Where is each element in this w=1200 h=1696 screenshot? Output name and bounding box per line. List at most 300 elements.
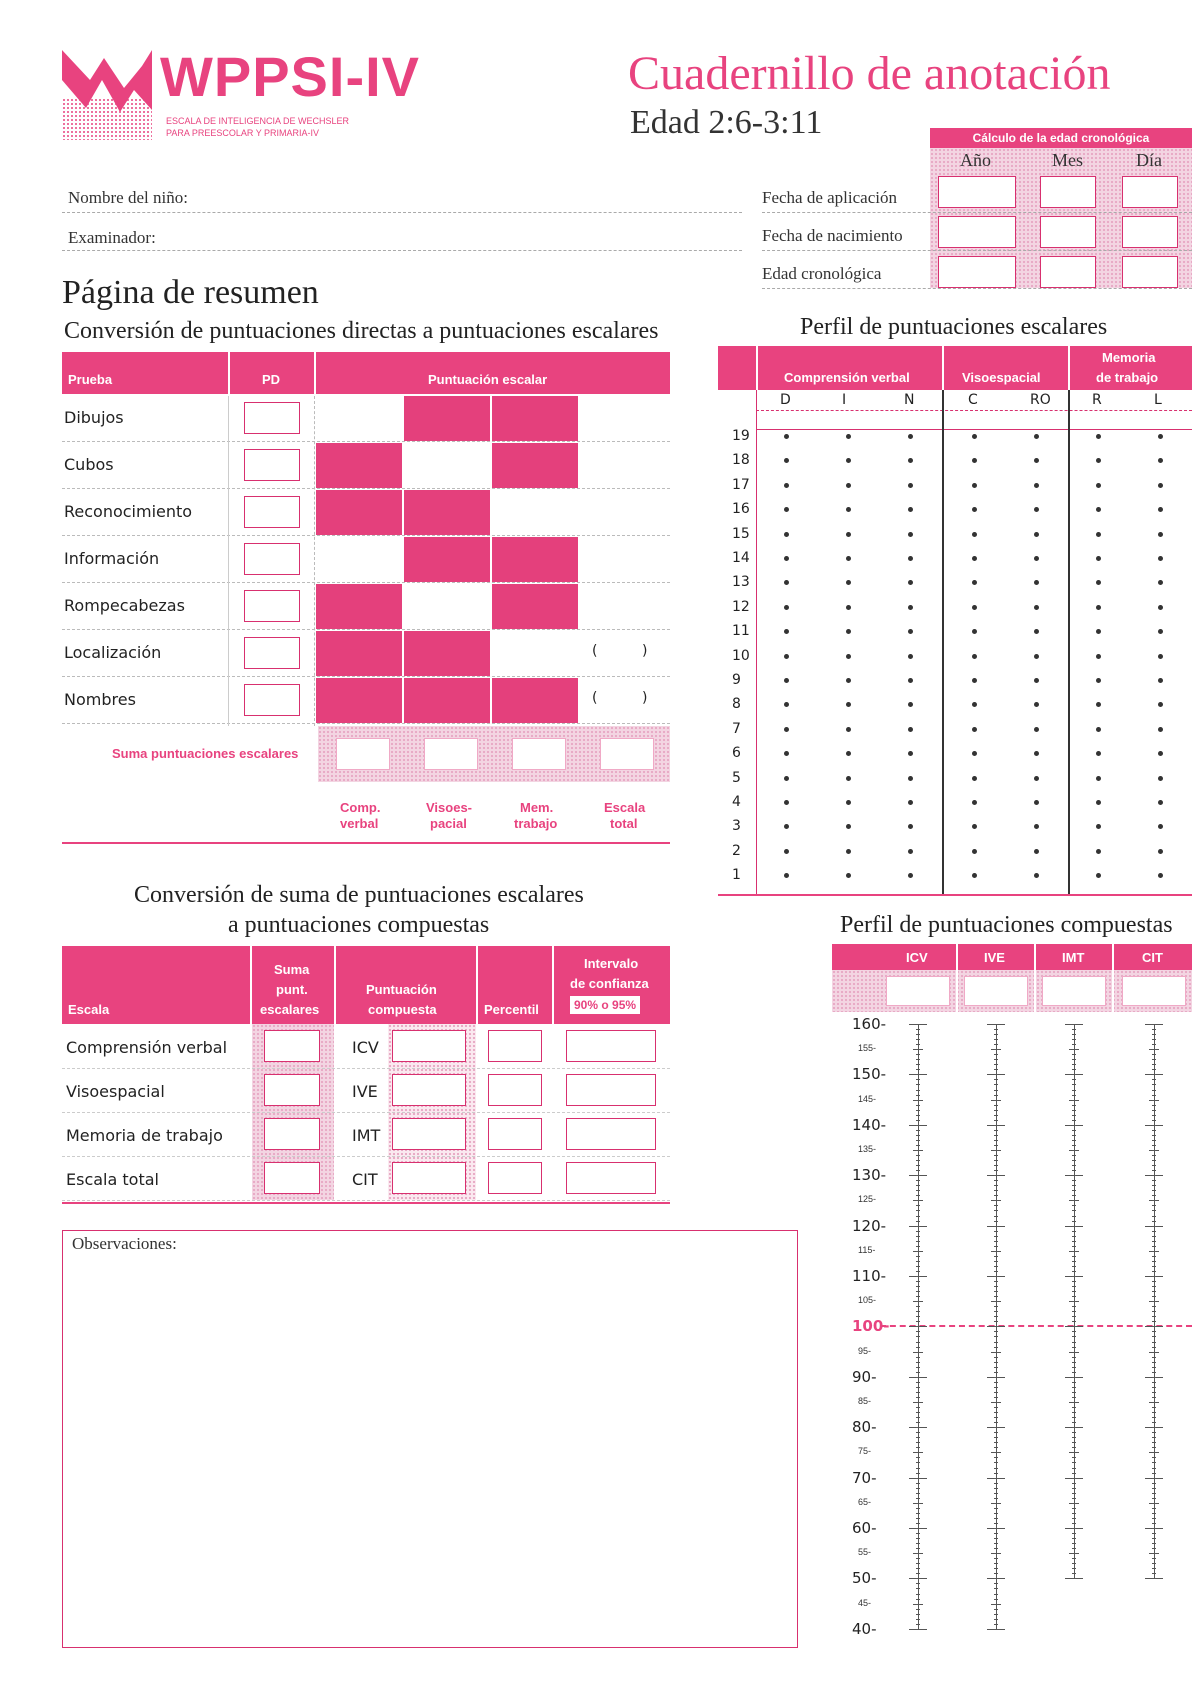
scaled-shade-3-1: [404, 537, 490, 582]
cc-sum-input-0[interactable]: [264, 1030, 320, 1062]
score-dot-11-ro[interactable]: [1034, 629, 1039, 634]
cc-code-2: IMT: [352, 1126, 381, 1145]
score-dot-5-i[interactable]: [846, 776, 851, 781]
scaled-shade-4-2: [492, 584, 578, 629]
cc-interval-input-2[interactable]: [566, 1118, 656, 1150]
cc-scale-0: Comprensión verbal: [66, 1038, 228, 1057]
score-dot-4-n[interactable]: [908, 800, 913, 805]
score-dot-6-r[interactable]: [1096, 751, 1101, 756]
logo-text: WPPSI-IV: [160, 45, 421, 108]
score-dot-5-n[interactable]: [908, 776, 913, 781]
comp-tick-150: 150-: [852, 1065, 887, 1084]
scaled-level-19: 19: [732, 428, 750, 444]
pd-input-3[interactable]: [244, 543, 300, 575]
score-dot-19-n[interactable]: [908, 434, 913, 439]
comp-tick-60: 60-: [852, 1519, 877, 1537]
scaled-level-16: 16: [732, 501, 750, 518]
col-month: Mes: [1052, 150, 1083, 170]
comp-col-ive: IVE: [984, 950, 1005, 965]
comp-score-input-imt[interactable]: [1042, 976, 1106, 1006]
comp-minor-125: 125-: [858, 1194, 877, 1205]
paren-6[interactable]: ( ): [592, 690, 648, 706]
score-dot-11-r[interactable]: [1096, 629, 1101, 634]
cc-code-0: ICV: [352, 1038, 379, 1057]
comp-minor-55: 55-: [858, 1547, 872, 1558]
score-dot-15-i[interactable]: [846, 532, 851, 537]
comp-score-input-ive[interactable]: [964, 976, 1028, 1006]
head-pd: PD: [262, 372, 281, 387]
app-day-input[interactable]: [1122, 176, 1178, 208]
score-dot-16-c[interactable]: [972, 507, 977, 512]
scaled-shade-2-1: [404, 490, 490, 535]
sum-verbal-input[interactable]: [336, 738, 390, 770]
score-dot-10-l[interactable]: [1158, 654, 1163, 659]
sum-col-memory-1: Mem.: [520, 800, 554, 815]
score-dot-2-i[interactable]: [846, 849, 851, 854]
scaled-level-7: 7: [732, 720, 741, 737]
score-dot-12-d[interactable]: [784, 605, 789, 610]
score-dot-6-d[interactable]: [784, 751, 789, 756]
score-dot-10-c[interactable]: [972, 654, 977, 659]
scaled-shade-5-0: [316, 631, 402, 676]
score-dot-4-i[interactable]: [846, 800, 851, 805]
score-dot-6-n[interactable]: [908, 751, 913, 756]
score-dot-8-l[interactable]: [1158, 702, 1163, 707]
score-dot-11-d[interactable]: [784, 629, 789, 634]
child-name-label: Nombre del niño:: [68, 188, 188, 207]
score-dot-14-n[interactable]: [908, 556, 913, 561]
score-dot-16-d[interactable]: [784, 507, 789, 512]
score-dot-8-c[interactable]: [972, 702, 977, 707]
score-dot-9-d[interactable]: [784, 678, 789, 683]
scaled-level-17: 17: [732, 476, 750, 493]
test-label-6: Nombres: [64, 690, 136, 709]
score-dot-3-c[interactable]: [972, 824, 977, 829]
paren-5[interactable]: ( ): [592, 643, 648, 659]
row-birth-date: Fecha de nacimiento: [762, 226, 903, 245]
score-dot-15-ro[interactable]: [1034, 532, 1039, 537]
score-dot-6-c[interactable]: [972, 751, 977, 756]
age-calc-title: Cálculo de la edad cronológica: [930, 128, 1192, 148]
score-dot-19-d[interactable]: [784, 434, 789, 439]
cc-sum-input-3[interactable]: [264, 1162, 320, 1194]
age-month-input[interactable]: [1040, 256, 1096, 288]
sub-n: N: [904, 392, 915, 408]
pd-input-6[interactable]: [244, 684, 300, 716]
score-dot-7-c[interactable]: [972, 727, 977, 732]
conversion-title: Conversión de puntuaciones directas a puntuaciones escalares: [64, 318, 659, 344]
score-dot-18-d[interactable]: [784, 458, 789, 463]
score-dot-5-r[interactable]: [1096, 776, 1101, 781]
score-dot-3-d[interactable]: [784, 824, 789, 829]
score-dot-7-d[interactable]: [784, 727, 789, 732]
score-dot-9-r[interactable]: [1096, 678, 1101, 683]
score-dot-18-c[interactable]: [972, 458, 977, 463]
score-dot-11-l[interactable]: [1158, 629, 1163, 634]
score-dot-6-l[interactable]: [1158, 751, 1163, 756]
score-dot-5-d[interactable]: [784, 776, 789, 781]
score-dot-13-r[interactable]: [1096, 580, 1101, 585]
comp-tick-50: 50-: [852, 1569, 877, 1588]
score-dot-8-r[interactable]: [1096, 702, 1101, 707]
score-dot-18-i[interactable]: [846, 458, 851, 463]
scaled-level-8: 8: [732, 696, 741, 713]
score-dot-4-d[interactable]: [784, 800, 789, 805]
cc-composite-input-1[interactable]: [392, 1074, 466, 1106]
scaled-level-12: 12: [732, 598, 750, 615]
composite-conv-title-1: Conversión de suma de puntuaciones escalares: [134, 882, 584, 908]
summary-title: Página de resumen: [62, 274, 319, 311]
score-dot-8-n[interactable]: [908, 702, 913, 707]
cc-head-percentile: Percentil: [484, 1002, 539, 1017]
score-dot-14-i[interactable]: [846, 556, 851, 561]
sum-label: Suma puntuaciones escalares: [112, 746, 299, 761]
score-dot-3-i[interactable]: [846, 824, 851, 829]
score-dot-19-i[interactable]: [846, 434, 851, 439]
score-dot-13-ro[interactable]: [1034, 580, 1039, 585]
cc-head-sum-3: escalares: [260, 1002, 320, 1017]
score-dot-9-c[interactable]: [972, 678, 977, 683]
score-dot-9-n[interactable]: [908, 678, 913, 683]
score-dot-19-ro[interactable]: [1034, 434, 1039, 439]
score-dot-14-r[interactable]: [1096, 556, 1101, 561]
score-dot-15-c[interactable]: [972, 532, 977, 537]
score-dot-4-r[interactable]: [1096, 800, 1101, 805]
birth-year-input[interactable]: [938, 216, 1016, 248]
scaled-level-10: 10: [732, 647, 750, 664]
score-dot-17-l[interactable]: [1158, 483, 1163, 488]
score-dot-12-r[interactable]: [1096, 605, 1101, 610]
score-dot-16-ro[interactable]: [1034, 507, 1039, 512]
score-dot-2-r[interactable]: [1096, 849, 1101, 854]
score-dot-8-i[interactable]: [846, 702, 851, 707]
score-dot-7-ro[interactable]: [1034, 727, 1039, 732]
score-dot-1-i[interactable]: [846, 873, 851, 878]
scaled-shade-0-2: [492, 396, 578, 441]
score-dot-7-r[interactable]: [1096, 727, 1101, 732]
composite-profile-title: Perfil de puntuaciones compuestas: [840, 912, 1173, 938]
comp-score-input-icv[interactable]: [886, 976, 950, 1006]
score-dot-12-n[interactable]: [908, 605, 913, 610]
score-dot-5-ro[interactable]: [1034, 776, 1039, 781]
scaled-shade-1-0: [316, 443, 402, 488]
cc-head-composite-1: Puntuación: [366, 982, 437, 997]
age-year-input[interactable]: [938, 256, 1016, 288]
pd-input-2[interactable]: [244, 496, 300, 528]
score-dot-5-c[interactable]: [972, 776, 977, 781]
scaled-shade-0-1: [404, 396, 490, 441]
sum-total-input[interactable]: [600, 738, 654, 770]
score-dot-5-l[interactable]: [1158, 776, 1163, 781]
cc-head-sum-2: punt.: [276, 982, 308, 997]
score-dot-4-c[interactable]: [972, 800, 977, 805]
score-dot-3-l[interactable]: [1158, 824, 1163, 829]
composite-profile-header: [832, 944, 1192, 970]
observations-box[interactable]: [62, 1230, 798, 1648]
col-day: Día: [1136, 150, 1162, 170]
logo-mark-icon: [62, 50, 152, 140]
comp-tick-120: 120-: [852, 1216, 887, 1235]
cc-code-3: CIT: [352, 1170, 378, 1189]
cc-code-1: IVE: [352, 1082, 378, 1101]
score-dot-11-i[interactable]: [846, 629, 851, 634]
cc-composite-input-0[interactable]: [392, 1030, 466, 1062]
score-dot-6-ro[interactable]: [1034, 751, 1039, 756]
score-dot-7-n[interactable]: [908, 727, 913, 732]
score-dot-18-n[interactable]: [908, 458, 913, 463]
booklet-title: Cuadernillo de anotación: [628, 47, 1111, 100]
score-dot-14-l[interactable]: [1158, 556, 1163, 561]
age-day-input[interactable]: [1122, 256, 1178, 288]
comp-minor-85: 85-: [858, 1396, 872, 1406]
scaled-level-11: 11: [732, 623, 750, 640]
cc-composite-input-2[interactable]: [392, 1118, 466, 1150]
observations-label: Observaciones:: [72, 1234, 177, 1253]
score-dot-14-ro[interactable]: [1034, 556, 1039, 561]
score-dot-17-n[interactable]: [908, 483, 913, 488]
score-dot-7-i[interactable]: [846, 727, 851, 732]
score-dot-4-l[interactable]: [1158, 800, 1163, 805]
scaled-level-18: 18: [732, 452, 750, 469]
age-range: Edad 2:6-3:11: [630, 104, 823, 141]
score-dot-2-d[interactable]: [784, 849, 789, 854]
score-dot-19-l[interactable]: [1158, 434, 1163, 439]
scaled-level-13: 13: [732, 574, 750, 591]
test-label-0: Dibujos: [64, 408, 124, 427]
comp-col-icv: ICV: [906, 950, 928, 965]
cc-interval-input-1[interactable]: [566, 1074, 656, 1106]
score-dot-1-ro[interactable]: [1034, 873, 1039, 878]
scaled-shade-1-2: [492, 443, 578, 488]
pd-input-1[interactable]: [244, 449, 300, 481]
score-dot-3-r[interactable]: [1096, 824, 1101, 829]
score-dot-13-n[interactable]: [908, 580, 913, 585]
sub-r: R: [1092, 392, 1102, 408]
test-label-4: Rompecabezas: [64, 596, 185, 615]
comp-col-imt: IMT: [1062, 950, 1085, 965]
scaled-profile-title: Perfil de puntuaciones escalares: [800, 314, 1108, 340]
cc-sum-input-1[interactable]: [264, 1074, 320, 1106]
comp-score-input-cit[interactable]: [1122, 976, 1186, 1006]
cc-sum-input-2[interactable]: [264, 1118, 320, 1150]
score-dot-9-i[interactable]: [846, 678, 851, 683]
score-dot-16-i[interactable]: [846, 507, 851, 512]
head-test: Prueba: [68, 372, 113, 387]
score-dot-17-i[interactable]: [846, 483, 851, 488]
sum-visual-input[interactable]: [424, 738, 478, 770]
comp-minor-75: 75-: [858, 1446, 872, 1457]
scaled-shade-5-1: [404, 631, 490, 676]
cc-head-composite-2: compuesta: [368, 1002, 437, 1017]
score-dot-1-r[interactable]: [1096, 873, 1101, 878]
score-dot-17-ro[interactable]: [1034, 483, 1039, 488]
score-dot-17-c[interactable]: [972, 483, 977, 488]
sum-col-total-1: Escala: [604, 800, 646, 815]
sum-memory-input[interactable]: [512, 738, 566, 770]
score-dot-15-l[interactable]: [1158, 532, 1163, 537]
sum-col-memory-2: trabajo: [514, 816, 558, 831]
score-dot-10-i[interactable]: [846, 654, 851, 659]
comp-minor-95: 95-: [858, 1345, 872, 1356]
score-dot-16-l[interactable]: [1158, 507, 1163, 512]
score-dot-1-l[interactable]: [1158, 873, 1163, 878]
score-dot-8-d[interactable]: [784, 702, 789, 707]
sum-col-visual-1: Visoes-: [426, 800, 473, 815]
cc-percentile-input-0[interactable]: [488, 1030, 542, 1062]
examiner-line[interactable]: [62, 250, 742, 251]
comp-minor-155: 155-: [858, 1043, 877, 1054]
score-dot-17-r[interactable]: [1096, 483, 1101, 488]
score-dot-16-r[interactable]: [1096, 507, 1101, 512]
scaled-level-1: 1: [732, 867, 741, 884]
score-dot-11-c[interactable]: [972, 629, 977, 634]
app-year-input[interactable]: [938, 176, 1016, 208]
score-dot-12-ro[interactable]: [1034, 605, 1039, 610]
score-dot-13-c[interactable]: [972, 580, 977, 585]
group-visual: Visoespacial: [962, 370, 1041, 385]
score-dot-2-n[interactable]: [908, 849, 913, 854]
pd-input-5[interactable]: [244, 637, 300, 669]
score-dot-4-ro[interactable]: [1034, 800, 1039, 805]
score-dot-19-r[interactable]: [1096, 434, 1101, 439]
cc-head-sum-1: Suma: [274, 962, 310, 977]
comp-minor-45: 45-: [858, 1597, 872, 1608]
score-dot-6-i[interactable]: [846, 751, 851, 756]
score-dot-13-l[interactable]: [1158, 580, 1163, 585]
comp-tick-100: 100-: [852, 1317, 890, 1336]
score-dot-12-c[interactable]: [972, 605, 977, 610]
cc-interval-input-0[interactable]: [566, 1030, 656, 1062]
comp-tick-110: 110-: [852, 1267, 887, 1285]
score-dot-13-i[interactable]: [846, 580, 851, 585]
col-year: Año: [960, 150, 991, 170]
group-memory-2: de trabajo: [1096, 370, 1159, 385]
cc-head-scale: Escala: [68, 1002, 110, 1017]
score-dot-9-l[interactable]: [1158, 678, 1163, 683]
sum-col-total-2: total: [610, 816, 638, 831]
comp-tick-80: 80-: [852, 1418, 877, 1437]
score-dot-15-d[interactable]: [784, 532, 789, 537]
scaled-shade-2-0: [316, 490, 402, 535]
comp-minor-105: 105-: [858, 1295, 877, 1306]
score-dot-7-l[interactable]: [1158, 727, 1163, 732]
test-label-3: Información: [64, 549, 160, 568]
sum-col-visual-2: pacial: [430, 816, 467, 831]
summary-table-header: [62, 352, 670, 394]
logo-subtitle-1: ESCALA DE INTELIGENCIA DE WECHSLER: [166, 116, 350, 126]
cc-percentile-input-3[interactable]: [488, 1162, 542, 1194]
group-memory-1: Memoria: [1102, 350, 1156, 365]
score-dot-15-r[interactable]: [1096, 532, 1101, 537]
wppsi-logo: [62, 50, 152, 140]
score-dot-11-n[interactable]: [908, 629, 913, 634]
score-dot-9-ro[interactable]: [1034, 678, 1039, 683]
scaled-shade-6-0: [316, 678, 402, 723]
score-dot-17-d[interactable]: [784, 483, 789, 488]
comp-tick-40: 40-: [852, 1619, 877, 1638]
scaled-shade-6-1: [404, 678, 490, 723]
score-dot-8-ro[interactable]: [1034, 702, 1039, 707]
score-dot-2-ro[interactable]: [1034, 849, 1039, 854]
score-dot-2-c[interactable]: [972, 849, 977, 854]
comp-tick-70: 70-: [852, 1468, 877, 1487]
group-verbal: Comprensión verbal: [784, 370, 910, 385]
sum-col-verbal-2: verbal: [340, 816, 379, 831]
scaled-level-2: 2: [732, 842, 741, 859]
score-dot-10-r[interactable]: [1096, 654, 1101, 659]
comp-minor-65: 65-: [858, 1496, 872, 1507]
score-dot-10-n[interactable]: [908, 654, 913, 659]
score-dot-1-n[interactable]: [908, 873, 913, 878]
sum-col-verbal-1: Comp.: [340, 800, 381, 815]
app-month-input[interactable]: [1040, 176, 1096, 208]
score-dot-14-c[interactable]: [972, 556, 977, 561]
cc-composite-input-3[interactable]: [392, 1162, 466, 1194]
pd-input-4[interactable]: [244, 590, 300, 622]
score-dot-2-l[interactable]: [1158, 849, 1163, 854]
birth-day-input[interactable]: [1122, 216, 1178, 248]
cc-head-interval-2: de confianza: [570, 976, 649, 991]
composite-conv-title-2: a puntuaciones compuestas: [228, 912, 490, 938]
scaled-level-4: 4: [732, 794, 741, 810]
score-dot-1-d[interactable]: [784, 873, 789, 878]
scaled-shade-6-2: [492, 678, 578, 723]
score-dot-1-c[interactable]: [972, 873, 977, 878]
comp-minor-115: 115-: [858, 1244, 876, 1255]
cc-interval-input-3[interactable]: [566, 1162, 656, 1194]
score-dot-13-d[interactable]: [784, 580, 789, 585]
cc-percentile-input-1[interactable]: [488, 1074, 542, 1106]
test-label-1: Cubos: [64, 455, 114, 474]
row-application-date: Fecha de aplicación: [762, 188, 897, 207]
comp-tick-160: 160-: [852, 1015, 887, 1033]
birth-month-input[interactable]: [1040, 216, 1096, 248]
comp-tick-140: 140-: [852, 1115, 887, 1134]
scaled-level-9: 9: [732, 672, 741, 688]
pd-input-0[interactable]: [244, 402, 300, 434]
score-dot-16-n[interactable]: [908, 507, 913, 512]
scaled-shade-4-0: [316, 584, 402, 629]
scaled-level-15: 15: [732, 525, 750, 542]
sub-c: C: [968, 392, 978, 408]
score-dot-3-n[interactable]: [908, 824, 913, 829]
score-dot-18-l[interactable]: [1158, 458, 1163, 463]
score-dot-18-ro[interactable]: [1034, 458, 1039, 463]
head-scaled: Puntuación escalar: [428, 372, 548, 387]
row-chrono-age: Edad cronológica: [762, 264, 882, 283]
score-dot-3-ro[interactable]: [1034, 824, 1039, 829]
scaled-level-3: 3: [732, 818, 741, 835]
score-dot-10-ro[interactable]: [1034, 654, 1039, 659]
comp-minor-135: 135-: [858, 1144, 877, 1154]
test-label-2: Reconocimiento: [64, 502, 193, 521]
comp-tick-130: 130-: [852, 1166, 887, 1185]
score-dot-12-i[interactable]: [846, 605, 851, 610]
score-dot-10-d[interactable]: [784, 654, 789, 659]
score-dot-15-n[interactable]: [908, 532, 913, 537]
comp-minor-145: 145-: [858, 1093, 877, 1104]
child-name-line[interactable]: [62, 212, 742, 213]
score-dot-19-c[interactable]: [972, 434, 977, 439]
scaled-level-5: 5: [732, 769, 741, 786]
score-dot-18-r[interactable]: [1096, 458, 1101, 463]
score-dot-14-d[interactable]: [784, 556, 789, 561]
cc-percentile-input-2[interactable]: [488, 1118, 542, 1150]
scaled-shade-3-2: [492, 537, 578, 582]
interval-option[interactable]: 90% o 95%: [570, 996, 640, 1014]
scaled-level-14: 14: [732, 550, 750, 566]
score-dot-12-l[interactable]: [1158, 605, 1163, 610]
